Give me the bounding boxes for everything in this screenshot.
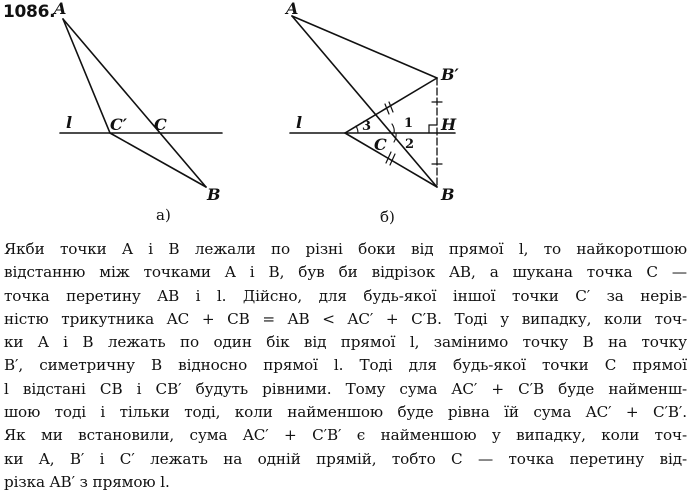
label-l-a: l <box>66 113 73 132</box>
caption-b: б) <box>380 208 395 226</box>
angle-arc-1 <box>392 124 394 133</box>
label-angle-1: 1 <box>404 116 414 131</box>
solution-line: ки A і B лежать по один бік від прямої l, замінимо точку B на точку <box>4 333 687 352</box>
label-H-b: H <box>441 115 457 134</box>
label-angle-3: 3 <box>362 119 372 134</box>
problem-number: 1086. <box>3 2 56 22</box>
figure-a <box>60 19 222 187</box>
solution-line: різка AB′ з прямою l. <box>4 472 170 491</box>
solution-line: відстанню між точками A і B, був би відрізок AB, а шукана точка C — <box>4 263 687 282</box>
label-angle-2: 2 <box>405 137 415 152</box>
segment-C-prime-B-a <box>110 133 206 187</box>
label-C-a: C <box>154 115 167 134</box>
solution-line: ністю трикутника AC + CB = AB < AC′ + C′B. Тоді у випадку, коли точ- <box>4 309 687 328</box>
label-B-a: B <box>207 185 221 204</box>
angle-arc-3 <box>356 126 358 133</box>
solution-line: шою тоді і тільки тоді, коли найменшою буде рівна їй сума AC′ + C′B′. <box>4 403 687 422</box>
label-C-prime-a: C′ <box>110 115 127 134</box>
right-angle-mark <box>429 125 437 133</box>
solution-line: B′, симетричну B відносно прямої l. Тоді для будь-якої точки C прямої <box>4 356 687 375</box>
geometry-figures <box>0 0 690 240</box>
figure-b <box>290 16 455 187</box>
solution-line: ки A, B′ і C′ лежать на одній прямій, тобто C — точка перетину від- <box>4 449 687 468</box>
segment-AB-prime-b <box>292 16 437 78</box>
segment-AB-a <box>63 19 206 187</box>
label-A-b: A <box>286 0 299 18</box>
solution-line: l відстані CB і CB′ будуть рівними. Тому сума AC′ + C′B буде найменш- <box>4 379 687 398</box>
label-B-b: B <box>441 185 455 204</box>
segment-C-prime-B-b <box>345 133 437 187</box>
label-B-prime-b: B′ <box>441 65 459 84</box>
solution-line: точка перетину AB і l. Дійсно, для будь-якої іншої точки C′ за нерів- <box>4 286 687 305</box>
caption-a: а) <box>156 206 171 224</box>
label-A-a: A <box>54 0 67 18</box>
segment-AB-b <box>292 16 437 187</box>
label-l-b: l <box>296 113 303 132</box>
solution-line: Якби точки A і B лежали по різні боки від прямої l, то найкоротшою <box>4 240 687 258</box>
label-C-b: C <box>374 135 387 154</box>
solution-text <box>4 238 687 494</box>
solution-line: Як ми встановили, сума AC′ + C′B′ є найменшою у випадку, коли точ- <box>4 426 687 445</box>
